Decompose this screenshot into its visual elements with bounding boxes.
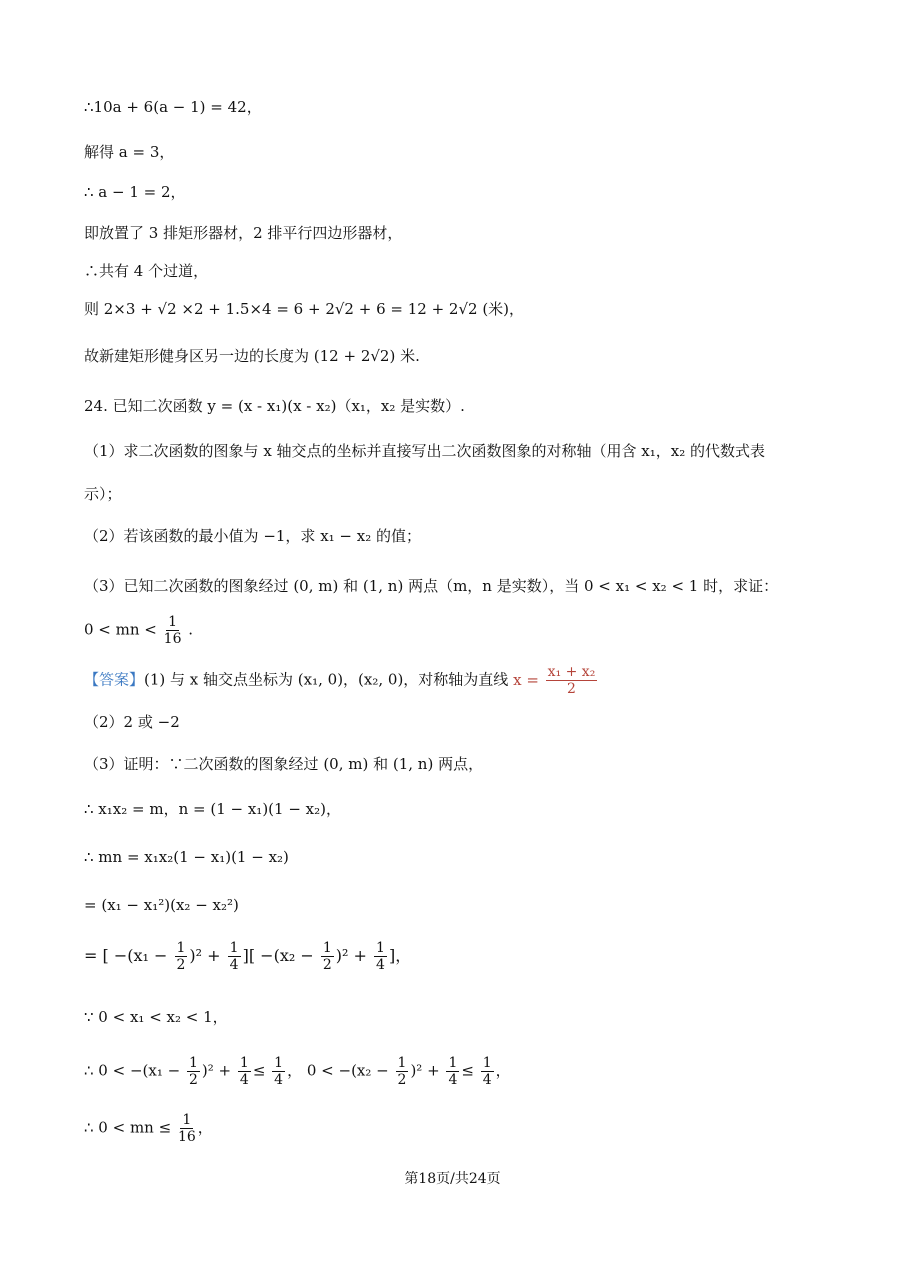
proof-inequality: 0 < mn < $\frac{1}{16}$ . [84,614,194,648]
text-line: ∴10a + 6(a − 1) = 42， [84,98,262,116]
page-footer: 第18页/共24页 [404,1171,501,1187]
question-part-2: （2）若该函数的最小值为 −1，求 x₁ − x₂ 的值； [84,527,422,545]
question-part-1: （1）求二次函数的图象与 x 轴交点的坐标并直接写出二次函数图象的对称轴（用含 x₁，x₂ 的代数式表 [84,442,766,460]
text-line: ∵ 0 < x₁ < x₂ < 1， [84,1008,228,1026]
answer-part-2: （2）2 或 −2 [84,713,180,731]
final-inequality: ∴ 0 < mn ≤ $\frac{1}{16}$ ， [84,1112,213,1146]
bounds-line: ∴ 0 < −(x₁ − $\frac{1}{2}$ )² + $\frac{1}{4}$ ≤ $\frac{1}{4}$ ， 0 < −(x₂ − $\frac{1}{2}$ )² + $\frac{1}{4}$ ≤ $\frac{1}{4}$ ， [84,1055,511,1089]
question-part-1-cont: 示）； [84,485,122,503]
axis-formula: x = $\frac{\text{x₁ + x₂}}{2}$ [513,664,596,698]
question-24: 24. 已知二次函数 y = (x - x₁)(x - x₂)（x₁，x₂ 是实数）. [84,397,465,415]
text-line: ∴ mn = x₁x₂(1 − x₁)(1 − x₂) [84,848,289,866]
bracket-expression: = [ −(x₁ − $\frac{1}{2}$ )² + $\frac{1}{4}$ ][ −(x₂ − $\frac{1}{2}$ )² + $\frac{1}{4}$ ]， [84,940,412,974]
text-line: ∴共有 4 个过道， [84,262,209,280]
text-line: 则 2×3 + √2 ×2 + 1.5×4 = 6 + 2√2 + 6 = 12 + 2√2 (米)， [84,300,525,318]
answer-part-3: （3）证明：∵二次函数的图象经过 (0, m) 和 (1, n) 两点， [84,755,484,773]
answer-tag: 【答案】 [84,670,145,689]
text-line: 解得 a = 3， [84,143,175,161]
text-line: 故新建矩形健身区另一边的长度为 (12 + 2√2) 米. [84,347,420,365]
text-line: = (x₁ − x₁²)(x₂ − x₂²) [84,896,239,914]
text-line: ∴ a − 1 = 2， [84,183,186,201]
text-line: ∴ x₁x₂ = m，n = (1 − x₁)(1 − x₂)， [84,800,341,818]
question-part-3: （3）已知二次函数的图象经过 (0, m) 和 (1, n) 两点（m，n 是实数），当 0 < x₁ < x₂ < 1 时，求证： [84,577,779,595]
text-line: 即放置了 3 排矩形器材，2 排平行四边形器材， [84,224,403,242]
answer-line: 【答案】(1) 与 x 轴交点坐标为 (x₁, 0)，(x₂, 0)，对称轴为直线 x = $\frac{\text{x₁ + x₂}}{2}$ [84,664,599,697]
